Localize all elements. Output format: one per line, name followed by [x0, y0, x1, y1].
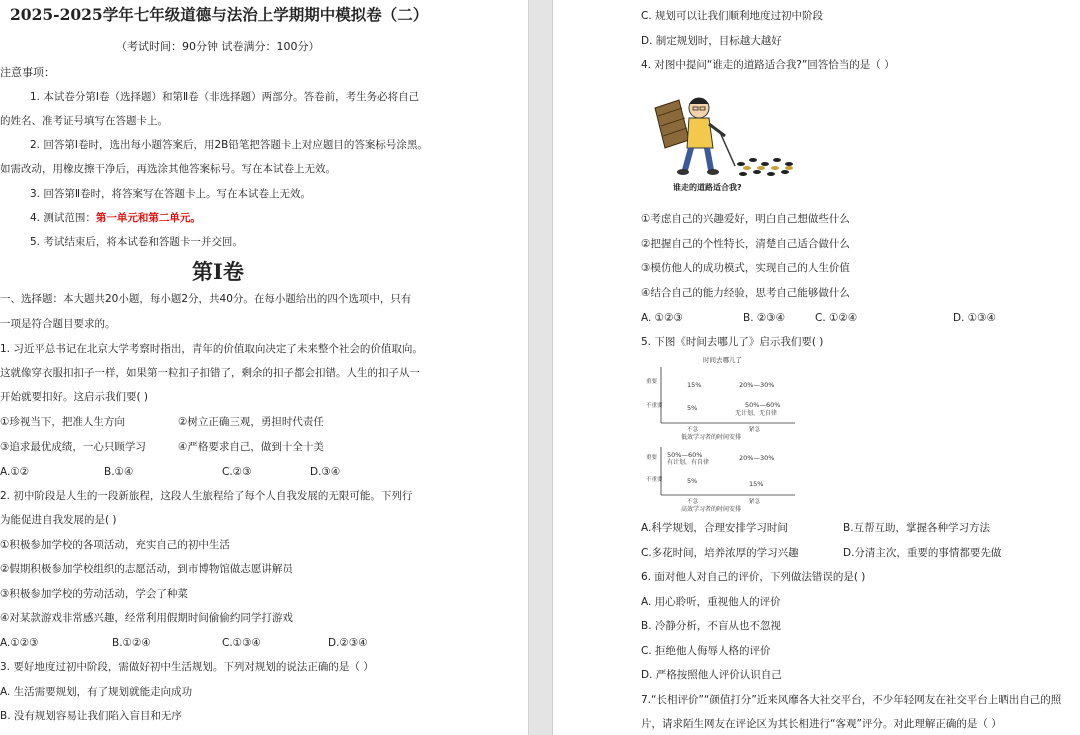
q1-stem: 开始就要扣好。这启示我们要( ) — [0, 391, 149, 403]
q2-item: ①积极参加学校的各项活动，充实自己的初中生活 — [0, 539, 230, 551]
section-intro: 一项是符合题目要求的。 — [0, 318, 116, 330]
q4-option-a[interactable]: A. ①②③ — [641, 312, 683, 324]
exam-info: （考试时间：90分钟 试卷满分：100分） — [116, 40, 320, 53]
cell-note: 有计划，有自律 — [667, 459, 710, 466]
cell-text: 50%—60% — [667, 451, 703, 459]
q1-option-a[interactable]: A.①② — [0, 466, 30, 478]
q2-stem: 为能促进自我发展的是( ) — [0, 514, 117, 526]
y-label-top: 重要 — [646, 455, 658, 461]
q2-item: ③积极参加学校的劳动活动，学会了种菜 — [0, 588, 188, 600]
x-label-right: 紧急 — [749, 499, 761, 505]
q5-option-b[interactable]: B.互帮互助，掌握各种学习方法 — [843, 522, 991, 534]
section-intro: 一、选择题：本大题共20小题，每小题2分，共40分。在每小题给出的四个选项中，只有 — [0, 293, 412, 305]
q1-option-d[interactable]: D.③④ — [310, 466, 341, 478]
q4-caption: 谁走的道路适合我? — [673, 183, 742, 192]
chart-title: 时间去哪儿了 — [703, 356, 742, 364]
q1-option-b[interactable]: B.①④ — [104, 466, 134, 478]
q4-option-b[interactable]: B. ②③④ — [743, 312, 786, 324]
cell-text: 5% — [687, 477, 698, 485]
q2-option-c[interactable]: C.①③④ — [222, 637, 261, 649]
hiker-with-basket-image — [649, 78, 797, 196]
note-line-4 — [30, 211, 201, 225]
chart-low-efficiency — [646, 367, 795, 441]
q4-item: ③模仿他人的成功模式，实现自己的人生价值 — [641, 262, 850, 274]
y-label-top: 重要 — [646, 379, 658, 385]
q3-option-b[interactable]: B. 没有规划容易让我们陷入盲目和无序 — [0, 710, 182, 722]
q4-item: ②把握自己的个性特长，清楚自己适合做什么 — [641, 238, 850, 250]
section-title: 第Ⅰ卷 — [192, 259, 244, 284]
q7-stem: 片，请求陌生网友在评论区为其长相进行“客观”评分。对此理解正确的是（ ） — [641, 718, 1002, 730]
q4-option-c[interactable]: C. ①②④ — [815, 312, 858, 324]
q5-stem: 5. 下图《时间去哪儿了》启示我们要( ) — [641, 336, 824, 348]
note-line: 3. 回答第Ⅱ卷时，将答案写在答题卡上。写在本试卷上无效。 — [30, 188, 312, 200]
q2-item: ④对某款游戏非常感兴趣，经常利用假期时间偷偷约同学打游戏 — [0, 612, 293, 624]
test-range: 第一单元和第二单元。 — [95, 212, 201, 224]
y-label-bottom: 不重要 — [646, 403, 663, 409]
time-charts — [645, 353, 805, 513]
cell-text: 20%—30% — [739, 454, 775, 462]
q1-item: ②树立正确三观，勇担时代责任 — [178, 416, 324, 428]
chart-footer: 高效学习者的时间安排 — [681, 506, 742, 513]
q2-stem: 2. 初中阶段是人生的一段新旅程，这段人生旅程给了每个人自我发展的无限可能。下列行 — [0, 490, 413, 502]
q1-item: ④严格要求自己，做到十全十美 — [178, 441, 324, 453]
q6-option-c[interactable]: C. 拒绝他人侮辱人格的评价 — [641, 645, 771, 657]
q6-option-b[interactable]: B. 冷静分析，不盲从也不忽视 — [641, 620, 781, 632]
q2-option-a[interactable]: A.①②③ — [0, 637, 39, 649]
q6-option-d[interactable]: D. 严格按照他人评价认识自己 — [641, 669, 782, 681]
q4-stem: 4. 对图中提问“谁走的道路适合我?”回答恰当的是（ ） — [641, 59, 895, 71]
q1-stem: 1. 习近平总书记在北京大学考察时指出，青年的价值取向决定了未来整个社会的价值取向。 — [0, 343, 423, 355]
q4-illustration — [649, 78, 797, 196]
x-label-left: 不急 — [687, 427, 699, 433]
q5-option-c[interactable]: C.多花时间，培养浓厚的学习兴趣 — [641, 547, 799, 559]
q2-option-b[interactable]: B.①②④ — [112, 637, 151, 649]
q7-stem: 7.“长相评价”“颜值打分”近来风靡各大社交平台，不少年轻网友在社交平台上晒出自己的照 — [641, 694, 1062, 706]
note-line: 如需改动，用橡皮擦干净后，再选涂其他答案标号。写在本试卷上无效。 — [0, 163, 336, 175]
cell-text: 50%—60% — [745, 401, 781, 409]
x-label-left: 不急 — [687, 499, 699, 505]
note-line: 的姓名、准考证号填写在答题卡上。 — [0, 115, 168, 127]
q1-option-c[interactable]: C.②③ — [222, 466, 252, 478]
time-matrix-charts — [645, 353, 805, 513]
x-label-right: 紧急 — [749, 427, 761, 433]
cell-text: 20%—30% — [739, 381, 775, 389]
page-right — [553, 0, 1080, 735]
page-left — [0, 0, 528, 735]
page-gutter — [528, 0, 553, 735]
chart-footer: 低效学习者的时间安排 — [681, 434, 742, 441]
q6-option-a[interactable]: A. 用心聆听，重视他人的评价 — [641, 596, 781, 608]
q2-option-d[interactable]: D.②③④ — [328, 637, 368, 649]
q3-option-d[interactable]: D. 制定规划时，目标越大越好 — [641, 35, 782, 47]
q5-option-a[interactable]: A.科学规划，合理安排学习时间 — [641, 522, 788, 534]
chart-high-efficiency — [646, 447, 795, 513]
q4-item: ①考虑自己的兴趣爱好，明白自己想做些什么 — [641, 213, 850, 225]
q1-stem: 这就像穿衣服扣扣子一样，如果第一粒扣子扣错了，剩余的扣子都会扣错。人生的扣子从一 — [0, 367, 420, 379]
q5-option-d[interactable]: D.分清主次，重要的事情都要先做 — [843, 547, 1002, 559]
q6-stem: 6. 面对他人对自己的评价，下列做法错误的是( ) — [641, 571, 866, 583]
q3-option-a[interactable]: A. 生活需要规划，有了规划就能走向成功 — [0, 686, 193, 698]
cell-text: 15% — [749, 480, 764, 488]
q4-item: ④结合自己的能力经验，思考自己能够做什么 — [641, 287, 850, 299]
note-line: 2. 回答第Ⅰ卷时，选出每小题答案后，用2B铅笔把答题卡上对应题目的答案标号涂黑。 — [30, 139, 428, 151]
y-label-bottom: 不重要 — [646, 477, 663, 483]
q3-option-c[interactable]: C. 规划可以让我们顺利地度过初中阶段 — [641, 10, 824, 22]
q1-item: ③追求最优成绩，一心只顾学习 — [0, 441, 146, 453]
note4-prefix: 4. 测试范围： — [30, 212, 96, 224]
q4-option-d[interactable]: D. ①③④ — [953, 312, 996, 324]
notes-heading: 注意事项： — [0, 66, 55, 79]
q2-item: ②假期积极参加学校组织的志愿活动，到市博物馆做志愿讲解员 — [0, 563, 293, 575]
note-line: 5. 考试结束后，将本试卷和答题卡一并交回。 — [30, 236, 243, 248]
document-title: 2025-2025学年七年级道德与法治上学期期中模拟卷（二） — [10, 5, 429, 24]
cell-text: 15% — [687, 381, 702, 389]
q1-item: ①珍视当下，把准人生方向 — [0, 416, 125, 428]
note-line: 1. 本试卷分第Ⅰ卷（选择题）和第Ⅱ卷（非选择题）两部分。答卷前，考生务必将自己 — [30, 91, 420, 103]
cell-note: 无计划，无自律 — [735, 410, 778, 417]
q3-stem: 3. 要好地度过初中阶段，需做好初中生活规划。下列对规划的说法正确的是（ ） — [0, 661, 374, 673]
cell-text: 5% — [687, 404, 698, 412]
